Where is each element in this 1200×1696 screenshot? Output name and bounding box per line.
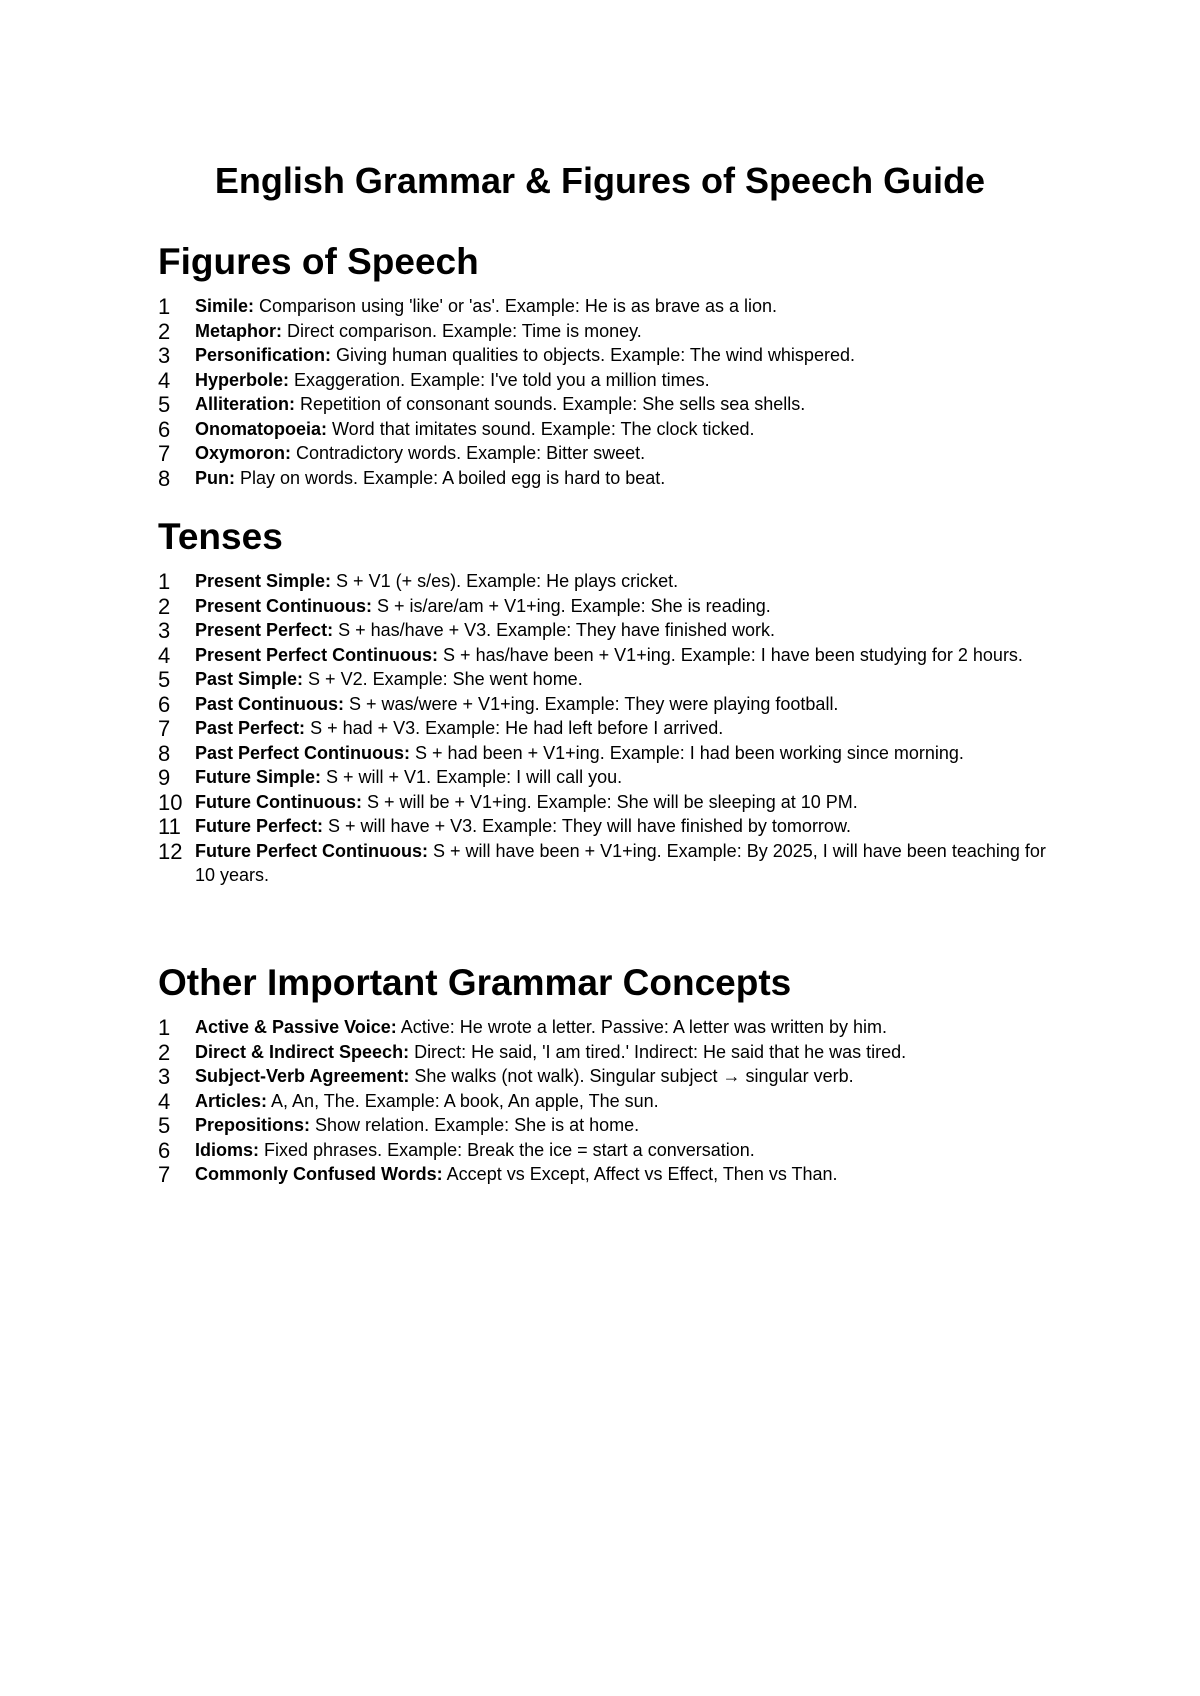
item-text: Exaggeration. Example: I've told you a million times. (289, 369, 710, 390)
item-number: 6 (158, 1137, 171, 1163)
list-item (158, 1089, 1058, 1114)
section-other-grammar-concepts (158, 961, 1058, 1187)
item-number: 3 (158, 618, 171, 643)
item-term: Articles: (195, 1090, 268, 1111)
item-text: Giving human qualities to objects. Example: The wind whispered. (331, 345, 855, 365)
list-item (158, 1113, 1058, 1138)
item-term: Simile: (195, 296, 255, 316)
item-term: Direct & Indirect Speech: (195, 1041, 410, 1062)
item-number: 2 (158, 318, 171, 344)
list-item (158, 1064, 1058, 1089)
item-number: 2 (158, 593, 171, 619)
item-number: 3 (158, 1064, 171, 1089)
item-term: Past Continuous: (195, 693, 344, 714)
item-number: 6 (158, 416, 171, 442)
item-term: Personification: (195, 345, 332, 365)
item-number: 7 (158, 716, 171, 741)
list-item (158, 1040, 1058, 1065)
numbered-list (158, 294, 1058, 490)
item-term: Present Perfect: (195, 620, 334, 640)
item-term: Future Perfect: (195, 816, 324, 836)
list-item (158, 1162, 1058, 1187)
item-text: A, An, The. Example: A book, An apple, The sun. (267, 1090, 659, 1111)
section-heading: Figures of Speech (158, 241, 479, 282)
item-number: 1 (158, 1015, 171, 1040)
section-heading: Tenses (158, 516, 283, 557)
numbered-list (158, 1015, 1058, 1187)
item-number: 6 (158, 691, 171, 717)
item-term: Past Perfect Continuous: (195, 742, 411, 763)
item-term: Present Simple: (195, 571, 332, 591)
list-item (158, 618, 1058, 643)
item-number: 4 (158, 367, 171, 393)
list-item (158, 294, 1058, 319)
item-term: Past Perfect: (195, 718, 306, 738)
item-number: 11 (158, 814, 181, 839)
item-text: S + has/have been + V1+ing. Example: I have been studying for 2 hours. (438, 644, 1023, 665)
item-number: 1 (158, 294, 171, 319)
item-text: S + is/are/am + V1+ing. Example: She is reading. (372, 595, 771, 616)
item-number: 12 (158, 838, 183, 864)
list-item (158, 319, 1058, 344)
item-term: Metaphor: (195, 320, 282, 341)
list-item (158, 765, 1058, 790)
item-text: Contradictory words. Example: Bitter sweet. (291, 443, 646, 463)
item-text: Accept vs Except, Affect vs Effect, Then vs Than. (442, 1164, 838, 1184)
item-number: 9 (158, 765, 171, 790)
item-text: S + had been + V1+ing. Example: I had been working since morning. (410, 742, 964, 763)
list-item (158, 569, 1058, 594)
list-item (158, 814, 1058, 839)
list-item (158, 741, 1058, 766)
item-number: 4 (158, 1088, 171, 1114)
document-title: English Grammar & Figures of Speech Guide (214, 160, 986, 201)
item-term: Oxymoron: (195, 443, 292, 463)
item-term: Future Perfect Continuous: (195, 840, 428, 861)
item-text: S + will have been + V1+ing. Example: By 2025, I will have been teaching for 10 years. (195, 840, 1046, 885)
item-text: Play on words. Example: A boiled egg is hard to beat. (235, 467, 666, 488)
item-text: Direct comparison. Example: Time is money. (282, 320, 642, 341)
item-number: 5 (158, 667, 171, 692)
item-term: Subject-Verb Agreement: (195, 1066, 410, 1086)
item-term: Commonly Confused Words: (195, 1164, 443, 1184)
item-text: Active: He wrote a letter. Passive: A letter was written by him. (396, 1017, 887, 1037)
item-number: 4 (158, 642, 171, 668)
item-term: Active & Passive Voice: (195, 1017, 397, 1037)
list-item (158, 790, 1058, 815)
item-number: 8 (158, 465, 171, 491)
item-term: Future Continuous: (195, 791, 362, 812)
item-text: Show relation. Example: She is at home. (310, 1115, 640, 1135)
item-text: Fixed phrases. Example: Break the ice = start a conversation. (259, 1139, 755, 1160)
item-text: Repetition of consonant sounds. Example: She sells sea shells. (295, 394, 806, 414)
item-text: S + was/were + V1+ing. Example: They were playing football. (344, 693, 839, 714)
section-tenses (158, 515, 1058, 888)
item-term: Present Perfect Continuous: (195, 644, 439, 665)
item-number: 1 (158, 569, 171, 594)
item-text: S + V2. Example: She went home. (303, 669, 583, 689)
list-item (158, 343, 1058, 368)
item-text: She walks (not walk). Singular subject → singular verb. (409, 1066, 854, 1086)
item-number: 7 (158, 1162, 171, 1187)
item-text: Word that imitates sound. Example: The clock ticked. (327, 418, 755, 439)
item-term: Prepositions: (195, 1115, 311, 1135)
item-number: 3 (158, 343, 171, 368)
list-item (158, 594, 1058, 619)
item-text: S + will + V1. Example: I will call you. (321, 767, 623, 787)
list-item (158, 466, 1058, 491)
item-term: Idioms: (195, 1139, 260, 1160)
item-text: Direct: He said, 'I am tired.' Indirect: He said that he was tired. (409, 1041, 907, 1062)
list-item (158, 667, 1058, 692)
list-item (158, 1138, 1058, 1163)
list-item (158, 441, 1058, 466)
list-item (158, 368, 1058, 393)
list-item (158, 839, 1058, 888)
list-item (158, 692, 1058, 717)
item-text: Comparison using 'like' or 'as'. Example: He is as brave as a lion. (254, 296, 778, 316)
item-number: 5 (158, 392, 171, 417)
item-term: Pun: (195, 467, 235, 488)
item-number: 5 (158, 1113, 171, 1138)
item-term: Present Continuous: (195, 595, 373, 616)
item-term: Future Simple: (195, 767, 322, 787)
item-number: 7 (158, 441, 171, 466)
list-item (158, 392, 1058, 417)
section-figures-of-speech (158, 240, 1058, 490)
item-number: 2 (158, 1039, 171, 1065)
item-term: Onomatopoeia: (195, 418, 328, 439)
item-text: S + will be + V1+ing. Example: She will be sleeping at 10 PM. (361, 791, 858, 812)
section-heading: Other Important Grammar Concepts (158, 962, 792, 1003)
item-term: Past Simple: (195, 669, 304, 689)
item-text: S + V1 (+ s/es). Example: He plays cricket. (331, 571, 679, 591)
list-item (158, 1015, 1058, 1040)
item-term: Alliteration: (195, 394, 296, 414)
item-text: S + has/have + V3. Example: They have finished work. (333, 620, 775, 640)
list-item (158, 643, 1058, 668)
numbered-list (158, 569, 1058, 888)
list-item (158, 716, 1058, 741)
item-term: Hyperbole: (195, 369, 290, 390)
item-number: 8 (158, 740, 171, 766)
item-text: S + had + V3. Example: He had left before I arrived. (305, 718, 724, 738)
item-text: S + will have + V3. Example: They will have finished by tomorrow. (323, 816, 851, 836)
item-number: 10 (158, 789, 183, 815)
list-item (158, 417, 1058, 442)
